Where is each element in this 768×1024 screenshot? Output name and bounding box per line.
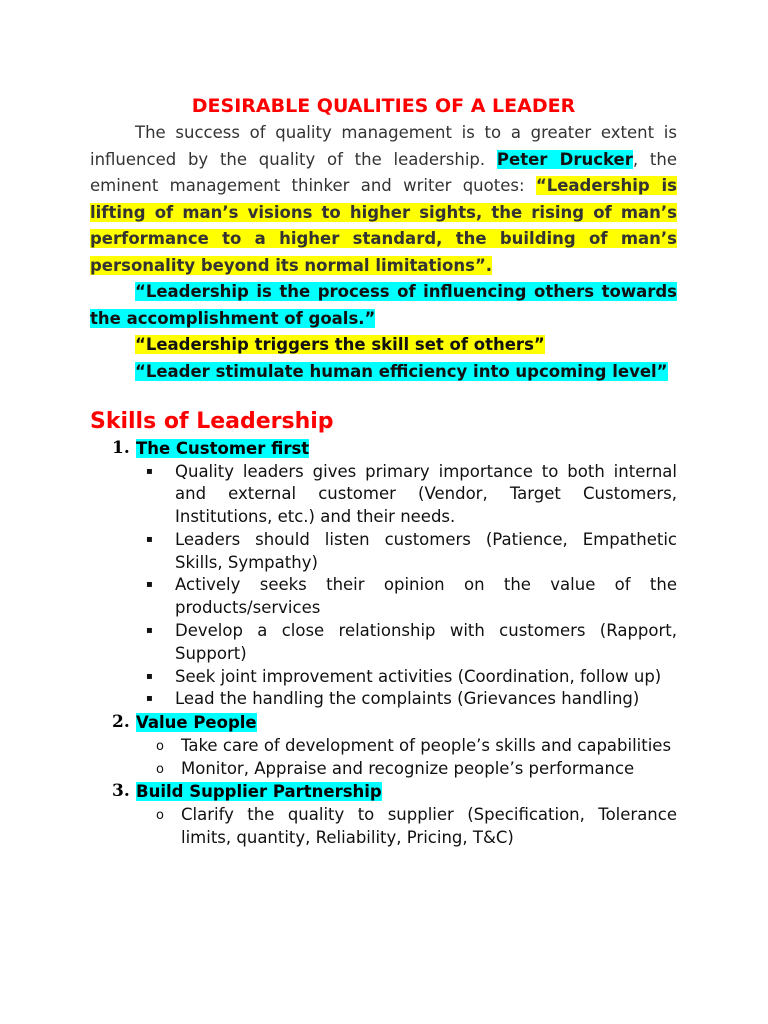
list-item-text: Develop a close relationship with customers (Rapport, Support) <box>175 621 677 663</box>
list-item-text: Quality leaders gives primary importance to both internal and external customer (Vendor, Target Customers, Institutions, etc.) and their needs. <box>175 461 677 527</box>
square-bullet-icon: ▪ <box>146 625 153 637</box>
square-bullet-icon: ▪ <box>146 579 153 591</box>
list-item <box>90 620 677 666</box>
page-title: DESIRABLE QUALITIES OF A LEADER <box>191 95 576 117</box>
skill-heading-text: Value People <box>136 713 257 733</box>
quote-paragraph-3 <box>90 359 677 386</box>
peter-drucker-highlight: Peter Drucker <box>496 149 633 169</box>
skill-number: 2. <box>112 712 130 733</box>
quote-paragraph-1 <box>90 279 677 332</box>
list-item <box>90 735 677 758</box>
skill-heading-3 <box>90 780 677 804</box>
list-item-text: Lead the handling the complaints (Grievances handling) <box>175 689 640 709</box>
circle-bullet-icon: o <box>156 761 164 777</box>
skill-heading-2 <box>90 711 677 735</box>
section-title-skills: Skills of Leadership <box>90 409 334 434</box>
list-item <box>90 574 677 620</box>
quote-paragraph-2 <box>90 332 677 359</box>
quote-1: “Leadership is the process of influencing others towards the accomplishment of goals.” <box>90 282 677 328</box>
list-item <box>90 461 677 529</box>
list-item <box>90 758 677 781</box>
quote-2: “Leadership triggers the skill set of others” <box>135 335 545 354</box>
skill-2-list <box>90 735 677 781</box>
skill-3-list <box>90 804 677 850</box>
circle-bullet-icon: o <box>156 738 164 754</box>
square-bullet-icon: ▪ <box>146 670 153 682</box>
circle-bullet-icon: o <box>156 807 164 823</box>
list-item <box>90 666 677 689</box>
square-bullet-icon: ▪ <box>146 533 153 545</box>
list-item-text: Take care of development of people’s skills and capabilities <box>181 735 672 755</box>
list-item-text: Monitor, Appraise and recognize people’s performance <box>181 758 635 778</box>
drucker-quote: “Leadership is lifting of man’s visions to higher sights, the rising of man’s performance to a higher standard, the building of man’s personality beyond its normal limitations”. <box>90 176 678 275</box>
intro-text-1: The success of quality management is to a greater extent is influenced by the quality of the leadership. <box>90 123 677 169</box>
skill-1-list <box>90 461 677 712</box>
list-item <box>90 804 677 850</box>
square-bullet-icon: ▪ <box>146 465 153 477</box>
list-item <box>90 688 677 711</box>
intro-text-2: , the eminent management thinker and writer quotes: <box>90 149 677 195</box>
skill-number: 1. <box>112 438 130 458</box>
document-page <box>90 92 677 849</box>
skill-number: 3. <box>112 781 130 802</box>
skill-heading-text: The Customer first <box>136 439 310 458</box>
list-item-text: Actively seeks their opinion on the value of the products/services <box>175 575 677 618</box>
list-item-text: Leaders should listen customers (Patience, Empathetic Skills, Sympathy) <box>175 529 677 572</box>
list-item <box>90 529 677 575</box>
quote-3: “Leader stimulate human efficiency into upcoming level” <box>135 361 668 381</box>
list-item-text: Clarify the quality to supplier (Specification, Tolerance limits, quantity, Reliability, Pricing, T&C) <box>181 804 677 847</box>
skill-heading-text: Build Supplier Partnership <box>136 782 382 802</box>
skill-heading-1 <box>90 437 677 461</box>
intro-paragraph <box>90 120 677 279</box>
square-bullet-icon: ▪ <box>146 693 153 705</box>
list-item-text: Seek joint improvement activities (Coordination, follow up) <box>175 666 662 686</box>
